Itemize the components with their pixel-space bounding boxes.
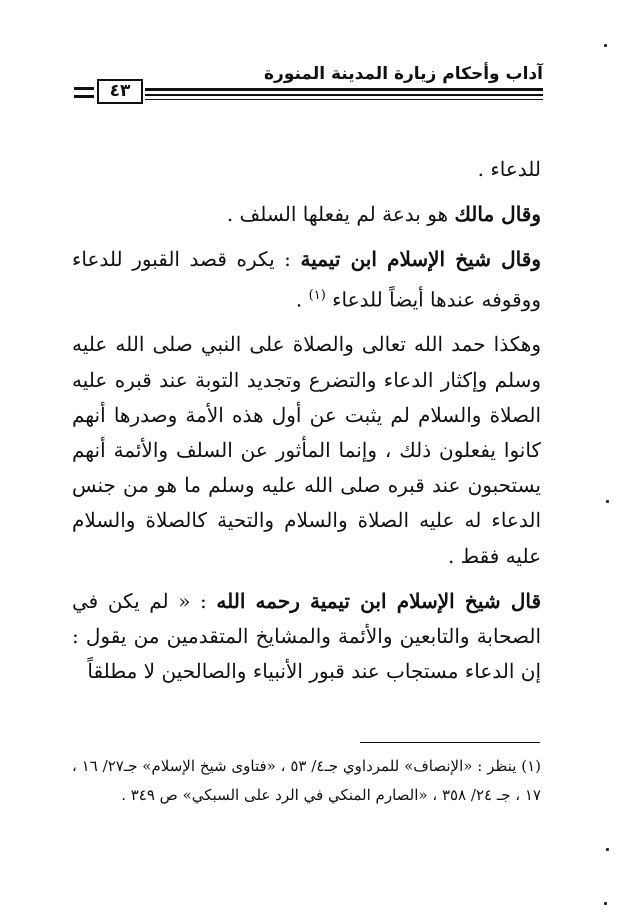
running-header-title: آداب وأحكام زيارة المدينة المنورة xyxy=(264,64,543,84)
header-rule xyxy=(145,94,543,96)
paragraph xyxy=(72,197,541,232)
page-number: ٤٣ xyxy=(97,79,143,104)
margin-speck xyxy=(606,848,609,851)
paragraph-text: هو بدعة لم يفعلها السلف . xyxy=(226,202,455,227)
margin-speck xyxy=(604,902,607,905)
speaker-name: قال شيخ الإسلام ابن تيمية رحمه الله xyxy=(216,588,542,613)
speaker-name: وقال شيخ الإسلام ابن تيمية xyxy=(300,247,541,272)
paragraph xyxy=(72,327,541,573)
header-rule xyxy=(145,99,543,100)
footnote xyxy=(72,752,541,810)
paragraph-text: . xyxy=(295,287,309,312)
footnote-separator xyxy=(360,742,540,743)
speaker-name: وقال مالك xyxy=(454,202,541,227)
footnote-text: (١) ينظر : «الإنصاف» للمرداوي جـ٤/ ٥٣ ، «فتاوى شيخ الإسلام» جـ٢٧/ ١٦ ، ١٧ ، جـ ٢٤/ ٣٥٨ ، «الصارم المنكي في الرد على السبكي» ص ٣٤٩ . xyxy=(72,757,542,804)
header-rule xyxy=(145,88,543,91)
paragraph-text: وهكذا حمد الله تعالى والصلاة على النبي صلى الله عليه وسلم وإكثار الدعاء والتضرع وتجديد التوبة عند قبره عليه الصلاة والسلام لم يثبت عن أول هذه الأمة وصدرها أنهم كانوا يفعلون ذلك ، وإنما المأثور عن السلف والأئمة أنهم يستحبون عند قبره صلى الله عليه وسلم ما هو من جنس الدعاء له عليه الصلاة والسلام والتحية كالصلاة والسلام عليه فقط . xyxy=(72,332,541,568)
main-text xyxy=(72,152,541,690)
page-number-ornament xyxy=(74,87,94,90)
paragraph-text: : يكره قصد القبور للدعاء ووقوفه عندها أيضاً للدعاء xyxy=(72,247,541,312)
paragraph xyxy=(72,242,541,317)
paragraph xyxy=(72,152,541,187)
page-number-ornament xyxy=(74,95,94,98)
margin-speck xyxy=(604,44,607,47)
footnote-reference[interactable]: (١) xyxy=(308,287,326,303)
paragraph xyxy=(72,584,541,690)
paragraph-text: للدعاء . xyxy=(477,157,541,181)
paragraph-text: : « لم يكن في الصحابة والتابعين والأئمة والمشايخ المتقدمين من يقول : إن الدعاء مستجاب عند قبور الأنبياء والصالحين لا مطلقاً xyxy=(72,588,541,684)
margin-speck xyxy=(606,500,609,503)
